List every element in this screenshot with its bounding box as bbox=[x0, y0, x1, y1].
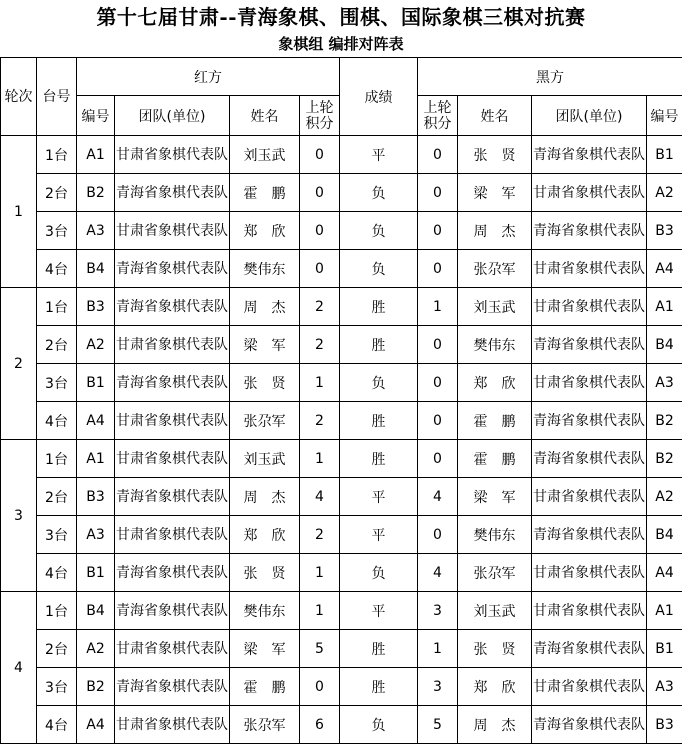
red-team: 青海省象棋代表队 bbox=[115, 668, 230, 706]
red-prev-score: 2 bbox=[300, 326, 340, 364]
black-team: 甘肃省象棋代表队 bbox=[532, 478, 647, 516]
red-code: B2 bbox=[77, 174, 115, 212]
black-code: B1 bbox=[647, 136, 682, 174]
result: 平 bbox=[340, 136, 418, 174]
black-code: A1 bbox=[647, 592, 682, 630]
board-number: 2台 bbox=[37, 478, 77, 516]
black-team: 青海省象棋代表队 bbox=[532, 212, 647, 250]
red-team: 青海省象棋代表队 bbox=[115, 592, 230, 630]
red-name: 郑 欣 bbox=[230, 212, 300, 250]
table-row bbox=[1, 326, 682, 364]
board-number: 3台 bbox=[37, 212, 77, 250]
black-code: B1 bbox=[647, 630, 682, 668]
black-prev-score: 0 bbox=[418, 440, 458, 478]
header-black-side: 黑方 bbox=[418, 58, 682, 96]
red-prev-score: 0 bbox=[300, 212, 340, 250]
black-code: B4 bbox=[647, 516, 682, 554]
red-team: 青海省象棋代表队 bbox=[115, 364, 230, 402]
red-team: 甘肃省象棋代表队 bbox=[115, 212, 230, 250]
black-prev-score: 0 bbox=[418, 402, 458, 440]
red-code: A4 bbox=[77, 402, 115, 440]
black-name: 霍 鹏 bbox=[458, 402, 532, 440]
board-number: 1台 bbox=[37, 440, 77, 478]
red-prev-score: 4 bbox=[300, 478, 340, 516]
red-team: 青海省象棋代表队 bbox=[115, 478, 230, 516]
black-name: 樊伟东 bbox=[458, 326, 532, 364]
black-name: 郑 欣 bbox=[458, 668, 532, 706]
black-code: A1 bbox=[647, 288, 682, 326]
black-prev-score: 3 bbox=[418, 668, 458, 706]
black-name: 张 贤 bbox=[458, 136, 532, 174]
black-team: 青海省象棋代表队 bbox=[532, 402, 647, 440]
table-row bbox=[1, 174, 682, 212]
result: 负 bbox=[340, 706, 418, 744]
black-team: 青海省象棋代表队 bbox=[532, 706, 647, 744]
board-number: 4台 bbox=[37, 250, 77, 288]
red-name: 刘玉武 bbox=[230, 440, 300, 478]
result: 胜 bbox=[340, 440, 418, 478]
red-prev-score: 2 bbox=[300, 516, 340, 554]
red-prev-score: 0 bbox=[300, 250, 340, 288]
red-name: 樊伟东 bbox=[230, 250, 300, 288]
black-prev-score: 0 bbox=[418, 136, 458, 174]
red-code: B3 bbox=[77, 288, 115, 326]
black-prev-score: 3 bbox=[418, 592, 458, 630]
result: 平 bbox=[340, 478, 418, 516]
result: 胜 bbox=[340, 402, 418, 440]
black-name: 霍 鹏 bbox=[458, 440, 532, 478]
black-code: B4 bbox=[647, 326, 682, 364]
header-red-team: 团队(单位) bbox=[115, 96, 230, 136]
black-team: 甘肃省象棋代表队 bbox=[532, 288, 647, 326]
black-code: B2 bbox=[647, 440, 682, 478]
red-prev-score: 1 bbox=[300, 592, 340, 630]
black-team: 青海省象棋代表队 bbox=[532, 516, 647, 554]
red-code: A3 bbox=[77, 212, 115, 250]
red-prev-score: 2 bbox=[300, 402, 340, 440]
red-name: 周 杰 bbox=[230, 478, 300, 516]
header-result: 成绩 bbox=[340, 58, 418, 136]
page-title: 第十七届甘肃--青海象棋、围棋、国际象棋三棋对抗赛 bbox=[0, 4, 682, 30]
black-name: 周 杰 bbox=[458, 706, 532, 744]
red-prev-score: 1 bbox=[300, 440, 340, 478]
black-name: 周 杰 bbox=[458, 212, 532, 250]
result: 胜 bbox=[340, 668, 418, 706]
black-team: 青海省象棋代表队 bbox=[532, 326, 647, 364]
result: 胜 bbox=[340, 326, 418, 364]
round-number: 3 bbox=[1, 440, 37, 592]
table-row bbox=[1, 630, 682, 668]
black-team: 甘肃省象棋代表队 bbox=[532, 174, 647, 212]
black-code: B3 bbox=[647, 706, 682, 744]
red-prev-score: 5 bbox=[300, 630, 340, 668]
red-team: 青海省象棋代表队 bbox=[115, 288, 230, 326]
black-prev-score: 4 bbox=[418, 554, 458, 592]
header-red-name: 姓名 bbox=[230, 96, 300, 136]
black-prev-score: 0 bbox=[418, 250, 458, 288]
black-team: 青海省象棋代表队 bbox=[532, 440, 647, 478]
board-number: 2台 bbox=[37, 174, 77, 212]
header-black-name: 姓名 bbox=[458, 96, 532, 136]
black-prev-score: 5 bbox=[418, 706, 458, 744]
black-name: 郑 欣 bbox=[458, 364, 532, 402]
black-team: 甘肃省象棋代表队 bbox=[532, 592, 647, 630]
red-code: B1 bbox=[77, 554, 115, 592]
red-name: 周 杰 bbox=[230, 288, 300, 326]
round-number: 2 bbox=[1, 288, 37, 440]
black-code: A4 bbox=[647, 250, 682, 288]
red-team: 甘肃省象棋代表队 bbox=[115, 706, 230, 744]
table-row bbox=[1, 440, 682, 478]
black-team: 青海省象棋代表队 bbox=[532, 136, 647, 174]
table-row bbox=[1, 136, 682, 174]
black-code: A4 bbox=[647, 554, 682, 592]
result: 平 bbox=[340, 516, 418, 554]
red-prev-score: 1 bbox=[300, 364, 340, 402]
red-team: 青海省象棋代表队 bbox=[115, 174, 230, 212]
red-prev-score: 1 bbox=[300, 554, 340, 592]
black-name: 张尕军 bbox=[458, 250, 532, 288]
black-team: 甘肃省象棋代表队 bbox=[532, 250, 647, 288]
header-red-code: 编号 bbox=[77, 96, 115, 136]
round-number: 4 bbox=[1, 592, 37, 744]
black-prev-score: 0 bbox=[418, 326, 458, 364]
board-number: 3台 bbox=[37, 364, 77, 402]
black-prev-score: 0 bbox=[418, 212, 458, 250]
result: 负 bbox=[340, 364, 418, 402]
red-code: A2 bbox=[77, 326, 115, 364]
black-prev-score: 1 bbox=[418, 630, 458, 668]
result: 胜 bbox=[340, 288, 418, 326]
red-name: 樊伟东 bbox=[230, 592, 300, 630]
table-row bbox=[1, 288, 682, 326]
red-code: B3 bbox=[77, 478, 115, 516]
header-black-team: 团队(单位) bbox=[532, 96, 647, 136]
black-team: 甘肃省象棋代表队 bbox=[532, 554, 647, 592]
red-name: 张尕军 bbox=[230, 706, 300, 744]
result: 负 bbox=[340, 174, 418, 212]
result: 负 bbox=[340, 212, 418, 250]
black-name: 刘玉武 bbox=[458, 592, 532, 630]
red-name: 霍 鹏 bbox=[230, 174, 300, 212]
red-team: 甘肃省象棋代表队 bbox=[115, 630, 230, 668]
black-code: B3 bbox=[647, 212, 682, 250]
page-subtitle: 象棋组 编排对阵表 bbox=[0, 33, 682, 55]
board-number: 1台 bbox=[37, 136, 77, 174]
black-prev-score: 1 bbox=[418, 288, 458, 326]
board-number: 4台 bbox=[37, 706, 77, 744]
red-name: 郑 欣 bbox=[230, 516, 300, 554]
board-number: 2台 bbox=[37, 630, 77, 668]
header-red-side: 红方 bbox=[77, 58, 340, 96]
red-name: 梁 军 bbox=[230, 326, 300, 364]
red-name: 张 贤 bbox=[230, 364, 300, 402]
header-round: 轮次 bbox=[1, 58, 37, 136]
black-prev-score: 4 bbox=[418, 478, 458, 516]
red-team: 甘肃省象棋代表队 bbox=[115, 440, 230, 478]
red-code: A1 bbox=[77, 440, 115, 478]
red-prev-score: 2 bbox=[300, 288, 340, 326]
header-board: 台号 bbox=[37, 58, 77, 136]
black-prev-score: 0 bbox=[418, 174, 458, 212]
black-team: 甘肃省象棋代表队 bbox=[532, 668, 647, 706]
table-row bbox=[1, 250, 682, 288]
header-black-code: 编号 bbox=[647, 96, 682, 136]
black-code: A3 bbox=[647, 668, 682, 706]
header-red-prev-score: 上轮积分 bbox=[300, 96, 340, 136]
board-number: 2台 bbox=[37, 326, 77, 364]
red-code: A2 bbox=[77, 630, 115, 668]
black-name: 樊伟东 bbox=[458, 516, 532, 554]
black-name: 张尕军 bbox=[458, 554, 532, 592]
red-prev-score: 0 bbox=[300, 136, 340, 174]
red-code: B1 bbox=[77, 364, 115, 402]
table-row bbox=[1, 212, 682, 250]
red-team: 青海省象棋代表队 bbox=[115, 554, 230, 592]
black-name: 梁 军 bbox=[458, 174, 532, 212]
red-name: 张尕军 bbox=[230, 402, 300, 440]
board-number: 3台 bbox=[37, 516, 77, 554]
board-number: 3台 bbox=[37, 668, 77, 706]
black-team: 青海省象棋代表队 bbox=[532, 630, 647, 668]
result: 平 bbox=[340, 592, 418, 630]
board-number: 1台 bbox=[37, 288, 77, 326]
black-team: 甘肃省象棋代表队 bbox=[532, 364, 647, 402]
header-row-top bbox=[1, 58, 682, 96]
red-team: 甘肃省象棋代表队 bbox=[115, 326, 230, 364]
red-code: B4 bbox=[77, 250, 115, 288]
round-number: 1 bbox=[1, 136, 37, 288]
red-name: 霍 鹏 bbox=[230, 668, 300, 706]
result: 负 bbox=[340, 554, 418, 592]
black-name: 刘玉武 bbox=[458, 288, 532, 326]
black-name: 张 贤 bbox=[458, 630, 532, 668]
table-row bbox=[1, 364, 682, 402]
table-row bbox=[1, 402, 682, 440]
table-row bbox=[1, 668, 682, 706]
pairing-table bbox=[0, 57, 682, 744]
table-row bbox=[1, 592, 682, 630]
red-code: A1 bbox=[77, 136, 115, 174]
black-prev-score: 0 bbox=[418, 516, 458, 554]
board-number: 1台 bbox=[37, 592, 77, 630]
black-prev-score: 0 bbox=[418, 364, 458, 402]
table-row bbox=[1, 478, 682, 516]
red-name: 梁 军 bbox=[230, 630, 300, 668]
red-name: 张 贤 bbox=[230, 554, 300, 592]
black-name: 梁 军 bbox=[458, 478, 532, 516]
table-row bbox=[1, 516, 682, 554]
red-name: 刘玉武 bbox=[230, 136, 300, 174]
red-code: A4 bbox=[77, 706, 115, 744]
black-code: A2 bbox=[647, 174, 682, 212]
black-code: A2 bbox=[647, 478, 682, 516]
black-code: B2 bbox=[647, 402, 682, 440]
table-row bbox=[1, 706, 682, 744]
red-team: 甘肃省象棋代表队 bbox=[115, 402, 230, 440]
red-code: B4 bbox=[77, 592, 115, 630]
result: 胜 bbox=[340, 630, 418, 668]
red-prev-score: 6 bbox=[300, 706, 340, 744]
red-code: B2 bbox=[77, 668, 115, 706]
board-number: 4台 bbox=[37, 402, 77, 440]
header-black-prev-score: 上轮积分 bbox=[418, 96, 458, 136]
table-row bbox=[1, 554, 682, 592]
red-prev-score: 0 bbox=[300, 174, 340, 212]
red-team: 青海省象棋代表队 bbox=[115, 250, 230, 288]
red-prev-score: 0 bbox=[300, 668, 340, 706]
board-number: 4台 bbox=[37, 554, 77, 592]
black-code: A3 bbox=[647, 364, 682, 402]
result: 负 bbox=[340, 250, 418, 288]
red-code: A3 bbox=[77, 516, 115, 554]
red-team: 甘肃省象棋代表队 bbox=[115, 136, 230, 174]
red-team: 甘肃省象棋代表队 bbox=[115, 516, 230, 554]
